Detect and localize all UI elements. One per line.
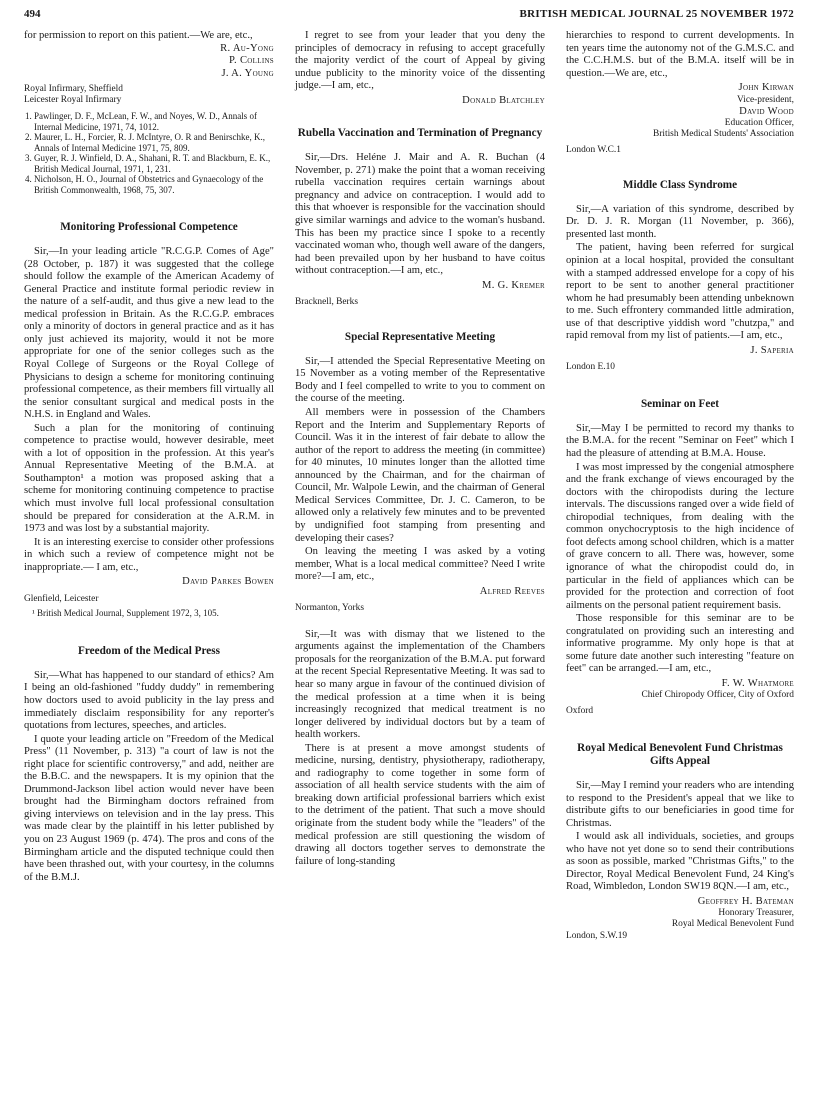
- article-title: Freedom of the Medical Press: [78, 644, 220, 657]
- affiliation: Royal Infirmary, Sheffield: [24, 84, 123, 95]
- paragraph: There is at present a move amongst students of medicine, nursing, dentistry, physiotherapy, radiotherapy, and radiography to come together in some form of association of all health service students with the aim of breaking down artificial professional barriers which exist to the detriment of the patient. That such a move should originate from the student body while the "leaders" of the medical profession are still questioning the wisdom of drawing all doctors together serves to demonstrate the failure of long-standing: [295, 742, 545, 867]
- article-title: Special Representative Meeting: [344, 330, 496, 343]
- place: Glenfield, Leicester: [24, 593, 99, 604]
- column-1: [24, 30, 274, 884]
- paragraph: On leaving the meeting I was asked by a voting member, What is a local medical committee? Need I write more?—I am, etc.,: [295, 546, 545, 583]
- signer-role: Honorary Treasurer,: [718, 908, 794, 919]
- paragraph: Sir,—Drs. Heléne J. Mair and A. R. Buchan (4 November, p. 271) make the point that a woman receiving rubella vaccination requires certain warnings about pregnancy and advice on contraception. I would add to this that whoever is responsible for the vaccination should give similar warnings and advice to the woman's husband. This has been my practice since I spoke to a recently vaccinated woman who, though well aware of the dangers, had been prevailed upon by her husband to have coitus without contraception.—I am, etc.,: [295, 152, 545, 277]
- affiliation: Leicester Royal Infirmary: [24, 94, 122, 105]
- signer-role: Royal Medical Benevolent Fund: [671, 919, 794, 930]
- paragraph: hierarchies to respond to current developments. In ten years time the autonomy not of the G.M.S.C. and the C.C.H.M.S. but of the B.M.A. itself will be in question.—We are, etc.,: [566, 30, 794, 79]
- article-title: Royal Medical Benevolent Fund Christmas Gifts Appeal: [577, 741, 783, 767]
- article-title: Rubella Vaccination and Termination of Pregnancy: [297, 127, 543, 140]
- paragraph: The patient, having been referred for surgical opinion at a local hospital, provided the consultant with a stamped addressed envelope for a copy of his report to be sent to another general practitioner whom he had presumably been attending unbeknown to me. Such effrontery commanded little admiration, use of that descriptive yiddish word "chutzpa," and rapid removal from my list of patients.—I am, etc.,: [566, 242, 794, 342]
- paragraph: Sir,—I attended the Special Representative Meeting on 15 November as a voting member of the Representative Body and I feel compelled to write to you to comment on the course of the meeting.: [295, 355, 545, 405]
- signer: David Parkes Bowen: [182, 576, 274, 588]
- journal-title-date: BRITISH MEDICAL JOURNAL 25 NOVEMBER 1972: [519, 8, 794, 20]
- article-title: Middle Class Syndrome: [622, 178, 738, 191]
- reference: 2. Maurer, L. H., Forcier, R. J. McIntyre, O. R and Benirschke, K., Annals of Internal Medicine 1971, 75, 809.: [34, 132, 274, 153]
- running-header: [24, 8, 794, 24]
- page-number: 494: [24, 8, 41, 20]
- signer: John Kirwan: [738, 82, 794, 94]
- signer: R. Au-Yong: [220, 42, 274, 54]
- place: London, S.W.19: [566, 931, 628, 942]
- article-title: Monitoring Professional Competence: [60, 221, 238, 234]
- signer: F. W. Whatmore: [721, 677, 794, 689]
- paragraph: Sir,—What has happened to our standard of ethics? Am I being an old-fashioned "fuddy duddy" in remembering how doctors used to avoid publicity in the lay press and immediately disclaim responsibility for any reporter's quotations from lectures, speeches, and articles.: [24, 669, 274, 732]
- paragraph: Sir,—May I remind your readers who are intending to respond to the President's appeal that we like to distribute gifts to our beneficiaries in good time for Christmas.: [566, 779, 794, 829]
- signer-role: British Medical Students' Association: [652, 129, 794, 140]
- place: Bracknell, Berks: [295, 297, 359, 308]
- signer: Donald Blatchley: [462, 94, 545, 106]
- footnote: ¹ British Medical Journal, Supplement 1972, 3, 105.: [32, 608, 219, 619]
- paragraph: Sir,—In your leading article "R.C.G.P. Comes of Age" (28 October, p. 187) it was suggested that the college should follow the example of the American Academy of General Practice and institute formal periodic review in the nature of a self-audit, and thus give a new lead to the medical profession in Britain. As the R.C.G.P. embraces only a minority of doctors in general practice and as it has only just achieved its majority, would it not be more appropriate for one of the senior colleges such as the Royal College of Surgeons or the Royal College of Physicians to design a scheme for monitoring continuing professional competence, as their members fill virtually all the senior consultant surgical and medical posts in the N.H.S. in England and Wales.: [24, 246, 274, 421]
- paragraph: Sir,—It was with dismay that we listened to the arguments against the implementation of the Chambers proposals for the reorganization of the B.M.A. put forward at the recent Special Representative Meeting. It was sad to hear so many argue in favour of the continued division of the medical profession at a time when it is being increasingly recognized that medical treatment is no longer delivered by individual doctors but by a team of health workers.: [295, 628, 545, 741]
- paragraph: Sir,—A variation of this syndrome, described by Dr. D. J. R. Morgan (11 November, p. 366), presented last month.: [566, 203, 794, 240]
- signer: Geoffrey H. Bateman: [697, 895, 794, 907]
- signer-role: Vice-president,: [737, 94, 794, 105]
- reference: 1. Pawlinger, D. F., McLean, F. W., and Noyes, W. D., Annals of Internal Medicine, 1971, 74, 1012.: [34, 111, 274, 132]
- paragraph: Sir,—May I be permitted to record my thanks to the B.M.A. for the recent "Seminar on Feet" which I had the pleasure of attending at B.M.A. House.: [566, 422, 794, 460]
- paragraph: Such a plan for the monitoring of continuing competence to practise would, however desirable, meet with a lot of opposition in the profession. At this year's Annual Representative Meeting of the B.M.A. at Southampton¹ a motion was proposed asking that a scheme for monitoring continuing competence to practise which must involve full local professional consultation should be prepared for consideration at the A.R.M. in 1973 and was lost by a substantial majority.: [24, 422, 274, 535]
- column-3: [566, 30, 794, 943]
- signer-role: Chief Chiropody Officer, City of Oxford: [641, 690, 794, 701]
- reference: 3. Guyer, R. J. Winfield, D. A., Shahani, R. T. and Blackburn, E. K., British Medical Journal, 1971, 1, 231.: [34, 153, 274, 174]
- paragraph: I was most impressed by the congenial atmosphere and the frank exchange of views encouraged by the doctors with the chiropodists during the lecture intervals. The discussions ranged over a wide field of chiropodial techniques, from dealing with the common onychocryptosis to the high incidence of foot defects among school children, which is a matter of grave concern to all. There was, however, some ignorance of what the chiropodist could do, in particular in the field of appliances which can be provided for the protection and correction of foot ailments on the personal patient requirement basis.: [566, 461, 794, 611]
- place: London W.C.1: [566, 145, 621, 156]
- signer: David Wood: [739, 105, 794, 117]
- signer: M. G. Kremer: [481, 279, 545, 291]
- affiliations: [24, 84, 274, 105]
- paragraph: I quote your leading article on "Freedom of the Medical Press" (11 November, p. 313) "a court of law is not the right place for scientific controversy," and add, neither are the B.B.C. and the newspapers. It is my opinion that the Drummond-Jackson libel action would never have been brought had the Birmingham doctors refrained from giving interviews on television and in the lay press. This was made clear by the plaintiff in his letter published by you on 23 August 1969 (p. 474). The pros and cons of the Birmingham article and the disputed technique could then have been thrashed out, with your courtesy, in the columns of the B.M.J.: [24, 733, 274, 883]
- signer-role: Education Officer,: [724, 118, 794, 129]
- reference: 4. Nicholson, H. O., Journal of Obstetrics and Gynaecology of the British Commonwealth, 1968, 75, 307.: [34, 174, 274, 195]
- place: Normanton, Yorks: [295, 603, 365, 614]
- signer: J. A. Young: [221, 67, 274, 79]
- signer: Alfred Reeves: [479, 585, 545, 597]
- signers: [24, 43, 274, 81]
- letter-closing: for permission to report on this patient.—We are, etc.,: [24, 30, 253, 41]
- reference-list: [24, 111, 274, 195]
- signer: J. Saperia: [750, 344, 794, 356]
- paragraph: I regret to see from your leader that you deny the principles of democracy in refusing to accept gracefully the majority verdict of the court of Appeal by giving undue publicity to the minority voice of the dissenting judge.—I am, etc.,: [295, 30, 545, 92]
- paragraph: I would ask all individuals, societies, and groups who have not yet done so to send their contributions as soon as possible, marked "Christmas Gifts," to the Director, Royal Medical Benevolent Fund, 24 King's Road, Wimbledon, London SW19 8QN.—I am, etc.,: [566, 831, 794, 893]
- paragraph: Those responsible for this seminar are to be congratulated on providing such an interesting and informative programme. My only hope is that at some future date another such interesting "feature on feet" can be arranged.—I am, etc.,: [566, 613, 794, 675]
- paragraph: All members were in possession of the Chambers Report and the Interim and Supplementary Reports of Council. Was it in the interest of fair debate to allow the author of the report to address the meeting (in committee) for 40 minutes, 10 minutes longer than the allotted time announced by the Chairman, and for the chairman of Council, Mr. Walpole Lewin, and the chairman of General Medical Services Committee, Dr. J. C. Cameron, to be allowed only a relatively few minutes and to be prevented by undignified foot stamping from presenting and developing their cases?: [295, 407, 545, 544]
- column-2: [295, 30, 545, 868]
- signer: P. Collins: [229, 55, 274, 67]
- article-title: Seminar on Feet: [640, 397, 720, 410]
- place: Oxford: [566, 706, 594, 717]
- place: London E.10: [566, 362, 615, 373]
- paragraph: It is an interesting exercise to consider other professions in which such a review of competence might not be inappropriate.— I am, etc.,: [24, 536, 274, 573]
